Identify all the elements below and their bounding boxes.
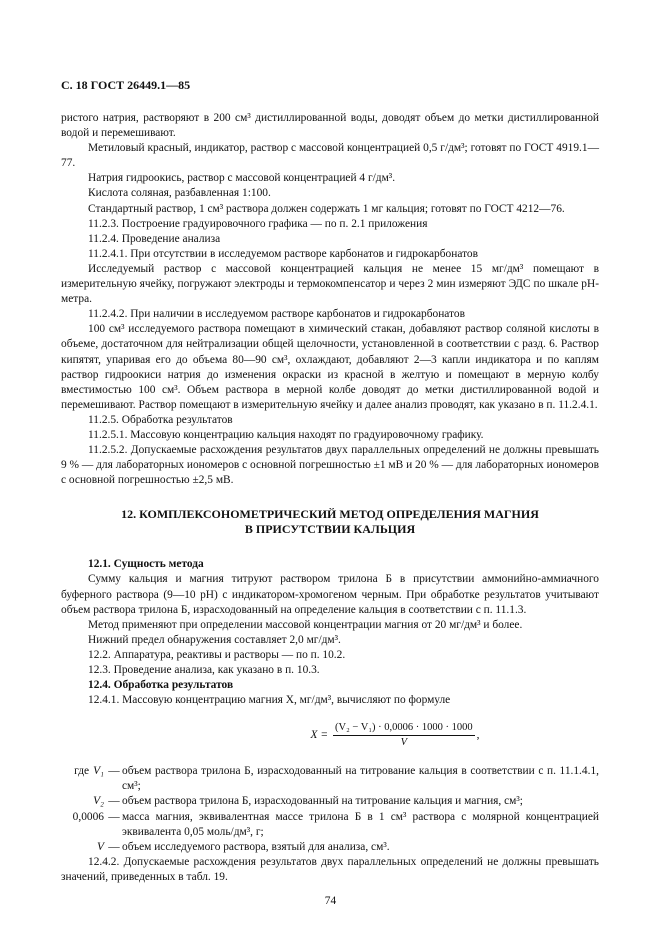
- where-symbol-text: V₂: [93, 795, 104, 808]
- paragraph: 12.2. Аппаратура, реактивы и растворы — по п. 10.2.: [88, 648, 346, 661]
- section-heading-line1: 12. КОМПЛЕКСОНОМЕТРИЧЕСКИЙ МЕТОД ОПРЕДЕЛЕНИЯ МАГНИЯ: [121, 507, 539, 522]
- where-definition: масса магния, эквивалентная массе трилона Б в 1 см³ раствора с молярной концентрацией эквивалента 0,05 моль/дм³, г;: [122, 810, 599, 838]
- where-label: где: [74, 765, 90, 778]
- document-body: [61, 111, 599, 885]
- paragraph: 11.2.5.2. Допускаемые расхождения результатов двух параллельных определений не должны превышать 9 % — для лабораторных иономеров с основной погрешностью ±1 мВ и 20 % — для лабораторных иономеров с основной погрешностью ±2,5 мВ.: [61, 444, 599, 487]
- paragraph: 100 см³ исследуемого раствора помещают в химический стакан, добавляют раствор соляной кислоты в объеме, достаточном для нейтрализации общей щелочности, установленной в соответствии с разд. 6. Раствор кипятят, упаривая его до объема 80—90 см³, охлаждают, добавляют 2—3 капли индикатора и по каплям раствор гидроокиси натрия до изменения окраски из красной в желтую и помещают в мерную колбу вместимостью 100 см³. Объем раствора в мерной колбе доводят до метки дистиллированной водой и перемешивают. Раствор помещают в измерительную ячейку и далее анализ проводят, как указано в п. 11.2.4.1.: [61, 323, 599, 411]
- where-definition: объем исследуемого раствора, взятый для анализа, см³.: [122, 840, 390, 853]
- paragraph: 11.2.5. Обработка результатов: [88, 413, 233, 426]
- where-symbol: [61, 794, 106, 809]
- formula-fraction: [333, 721, 475, 749]
- where-symbol: [61, 810, 106, 840]
- where-symbol-text: V₁: [93, 765, 104, 778]
- paragraph: 11.2.3. Построение градуировочного графика — по п. 2.1 приложения: [88, 217, 428, 230]
- paragraph: ристого натрия, растворяют в 200 см³ дистиллированной воды, доводят объем до метки дистиллированной водой и перемешивают.: [61, 112, 599, 140]
- where-dash: —: [108, 765, 120, 778]
- paragraph: Метиловый красный, индикатор, раствор с массовой концентрацией 0,5 г/дм³; готовят по ГОСТ 4919.1—77.: [61, 142, 599, 170]
- paragraph: Нижний предел обнаружения составляет 2,0 мг/дм³.: [88, 633, 341, 646]
- subsection-title-12-4: [61, 678, 599, 693]
- paragraph: Стандартный раствор, 1 см³ раствора должен содержать 1 мг кальция; готовят по ГОСТ 4212—76.: [88, 202, 565, 215]
- formula: [191, 719, 599, 751]
- where-dash: —: [108, 795, 120, 808]
- formula-denominator: V: [400, 737, 408, 749]
- paragraph-12-4-1: 12.4.1. Массовую концентрацию магния X, мг/дм³, вычисляют по формуле: [88, 694, 451, 707]
- where-symbol: [45, 764, 106, 794]
- paragraph: Сумму кальция и магния титруют раствором трилона Б в присутствии аммонийно-аммиачного буферного раствора (9—10 pН) с индикатором-хромогеном черным. При обработке результатов учитывают объем раствора трилона Б, израсходованный на определение кальция в соответствии с п. 11.1.3.: [61, 573, 599, 616]
- where-dash: —: [108, 840, 120, 853]
- where-symbol-text: V: [97, 840, 104, 853]
- paragraph: Исследуемый раствор с массовой концентрацией кальция не менее 15 мг/дм³ помещают в измерительную ячейку, погружают электроды и термокомпенсатор и через 2 мин измеряют ЭДС по шкале pН-метра.: [61, 262, 599, 306]
- where-symbol-text: 0,0006: [72, 810, 104, 823]
- paragraph: Натрия гидроокись, раствор с массовой концентрацией 4 г/дм³.: [88, 172, 396, 185]
- subsection-title-12-1: [61, 557, 599, 572]
- where-rows: [61, 764, 599, 855]
- where-block: [61, 764, 599, 855]
- paragraph: Кислота соляная, разбавленная 1:100.: [88, 187, 271, 200]
- paragraph: Метод применяют при определении массовой концентрации магния от 20 мг/дм³ и более.: [88, 618, 523, 631]
- page-number: 74: [324, 895, 337, 907]
- formula-numerator: (V₂ − V₁) · 0,0006 · 1000 · 1000: [333, 721, 475, 736]
- formula-tail: ,: [476, 728, 480, 741]
- where-definition: объем раствора трилона Б, израсходованный на титрование кальция в соответствии с п. 11.1.4.1, см³;: [122, 765, 599, 793]
- where-dash: —: [108, 810, 120, 823]
- page-header: С. 18 ГОСТ 26449.1—85: [61, 78, 191, 92]
- subsection-title-12-1-text: 12.1. Сущность метода: [88, 558, 204, 571]
- formula-lhs: X =: [310, 728, 329, 741]
- subsection-title-12-4-text: 12.4. Обработка результатов: [88, 679, 234, 692]
- paragraphs-top: [61, 111, 599, 488]
- paragraph: 11.2.5.1. Массовую концентрацию кальция находят по градуировочному графику.: [88, 428, 484, 441]
- where-definition: объем раствора трилона Б, израсходованный на титрование кальция и магния, см³;: [122, 795, 523, 808]
- paragraphs-mid: [61, 572, 599, 678]
- paragraph: 12.3. Проведение анализа, как указано в п. 10.3.: [88, 664, 320, 676]
- paragraph: 11.2.4.1. При отсутствии в исследуемом растворе карбонатов и гидрокарбонатов: [88, 247, 478, 260]
- section-heading: [61, 507, 599, 537]
- paragraph: 11.2.4. Проведение анализа: [88, 232, 221, 245]
- paragraph-12-4-2: 12.4.2. Допускаемые расхождения результатов двух параллельных определений не должны превышать значений, приведенных в табл. 19.: [61, 855, 599, 883]
- section-heading-line2: В ПРИСУТСТВИИ КАЛЬЦИЯ: [244, 522, 416, 537]
- paragraph: 11.2.4.2. При наличии в исследуемом растворе карбонатов и гидрокарбонатов: [88, 308, 465, 321]
- where-symbol: [61, 840, 106, 855]
